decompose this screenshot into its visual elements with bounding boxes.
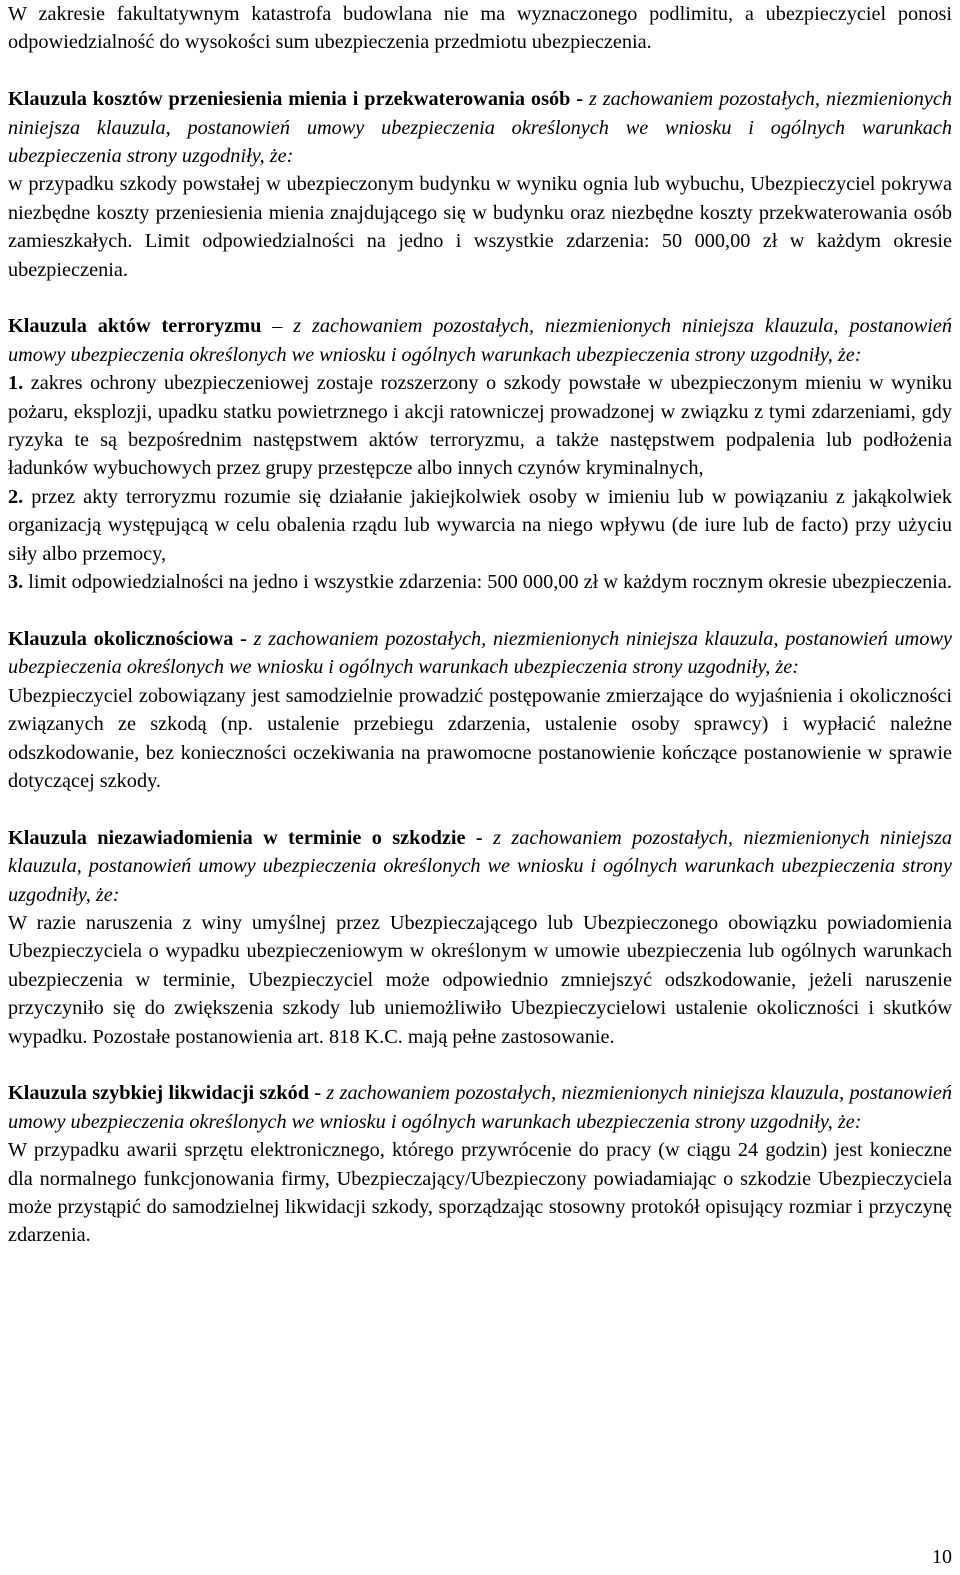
list-item-text: przez akty terroryzmu rozumie się działanie jakiejkolwiek osoby w imieniu lub w powiązaniu z jakąkolwiek organizacją występującą w celu obalenia rządu lub wywarcia na niego wpływu (de iure lub de facto) przy użyciu siły albo przemocy, (8, 485, 952, 565)
spacer (8, 795, 952, 823)
list-item-number: 3. (8, 571, 24, 594)
clause-separator: - (309, 1082, 327, 1105)
clause-body: W przypadku awarii sprzętu elektronicznego, którego przywrócenie do pracy (w ciągu 24 godzin) jest konieczne dla normalnego funkcjonowania firmy, Ubezpieczający/Ubezpieczony powiadamiając o szkodzie Ubezpieczyciela może przystąpić do samodzielnej likwidacji szkody, sporządzając stosowny protokół opisujący rozmiar i przyczynę zdarzenia. (8, 1139, 952, 1247)
clause-circumstantial (8, 625, 952, 682)
clause-fast-settlement (8, 1079, 952, 1136)
clause-preamble: z zachowaniem pozostałych, niezmienionych niniejsza klauzula, postanowień umowy ubezpieczenia określonych we wniosku i ogólnych warunkach ubezpieczenia strony uzgodniły, że: (8, 88, 952, 168)
spacer (8, 1051, 952, 1079)
document-page (8, 0, 952, 1250)
clause-title: Klauzula szybkiej likwidacji szkód (8, 1082, 310, 1105)
clause-body: Ubezpieczyciel zobowiązany jest samodzielnie prowadzić postępowanie zmierzające do wyjaśnienia i okoliczności związanych ze szkodą (np. ustalenie przebiegu zdarzenia, ustalenie osoby sprawcy) i wypłacić należne odszkodowanie, bez konieczności oczekiwania na prawomocne postanowienie kończące postanowienie w sprawie dotyczącej szkody. (8, 684, 952, 792)
clause-separator: - (465, 826, 494, 849)
spacer (8, 284, 952, 312)
clause-title: Klauzula kosztów przeniesienia mienia i przekwaterowania osób (8, 88, 571, 111)
list-item (8, 369, 952, 483)
clause-late-notification (8, 824, 952, 909)
clause-title: Klauzula aktów terroryzmu (8, 315, 262, 338)
clause-preamble: z zachowaniem pozostałych, niezmienionych niniejsza klauzula, postanowień umowy ubezpieczenia określonych we wniosku i ogólnych warunkach ubezpieczenia strony uzgodniły, że: (8, 627, 952, 679)
list-item-number: 1. (8, 372, 24, 395)
clause-relocation (8, 85, 952, 170)
clause-body: W razie naruszenia z winy umyślnej przez Ubezpieczającego lub Ubezpieczonego obowiązku powiadomienia Ubezpieczyciela o wypadku ubezpieczeniowym w określonym w umowie ubezpieczenia lub ogólnych warunkach ubezpieczenia w terminie, Ubezpieczyciel może odpowiednio zmniejszyć odszkodowanie, jeżeli naruszenie przyczyniło się do zwiększenia szkody lub uniemożliwiło Ubezpieczycielowi ustalenie okoliczności i skutków wypadku. Pozostałe postanowienia art. 818 K.C. mają pełne zastosowanie. (8, 911, 952, 1048)
clause-title: Klauzula niezawiadomienia w terminie o szkodzie (8, 826, 466, 849)
list-item-text: zakres ochrony ubezpieczeniowej zostaje rozszerzony o szkody powstałe w ubezpieczonym mieniu w wyniku pożaru, eksplozji, upadku statku powietrznego i akcji ratowniczej prowadzonej w związku z tymi zdarzeniami, gdy ryzyka te są bezpośrednim następstwem aktów terroryzmu, a także następstwem podpalenia lub podłożenia ładunków wybuchowych przez grupy przestępcze albo innych czynów kryminalnych, (8, 372, 952, 480)
list-item-number: 2. (8, 485, 24, 508)
list-item-text: limit odpowiedzialności na jedno i wszystkie zdarzenia: 500 000,00 zł w każdym rocznym okresie ubezpieczenia. (28, 571, 952, 594)
page-number: 10 (932, 1546, 952, 1568)
clause-terrorism (8, 312, 952, 369)
list-item (8, 483, 952, 568)
clause-body: w przypadku szkody powstałej w ubezpieczonym budynku w wyniku ognia lub wybuchu, Ubezpieczyciel pokrywa niezbędne koszty przeniesienia mienia znajdującego się w budynku oraz niezbędne koszty przekwaterowania osób zamieszkałych. Limit odpowiedzialności na jedno i wszystkie zdarzenia: 50 000,00 zł w każdym okresie ubezpieczenia. (8, 173, 952, 281)
spacer (8, 57, 952, 85)
list-item (8, 568, 952, 596)
clause-separator: - (570, 88, 589, 111)
spacer (8, 597, 952, 625)
clause-preamble: z zachowaniem pozostałych, niezmienionych niniejsza klauzula, postanowień umowy ubezpieczenia określonych we wniosku i ogólnych warunkach ubezpieczenia strony uzgodniły, że: (8, 1082, 952, 1133)
intro-paragraph: W zakresie fakultatywnym katastrofa budowlana nie ma wyznaczonego podlimitu, a ubezpieczyciel ponosi odpowiedzialność do wysokości sum ubezpieczenia przedmiotu ubezpieczenia. (8, 3, 952, 54)
clause-separator: – (261, 315, 294, 338)
clause-preamble: z zachowaniem pozostałych, niezmienionych niniejsza klauzula, postanowień umowy ubezpieczenia określonych we wniosku i ogólnych warunkach ubezpieczenia strony uzgodniły, że: (8, 315, 953, 366)
clause-separator: - (233, 627, 254, 650)
clause-preamble: z zachowaniem pozostałych, niezmienionych niniejsza klauzula, postanowień umowy ubezpieczenia określonych we wniosku i ogólnych warunkach ubezpieczenia strony uzgodniły, że: (8, 826, 952, 906)
clause-title: Klauzula okolicznościowa (8, 627, 234, 650)
